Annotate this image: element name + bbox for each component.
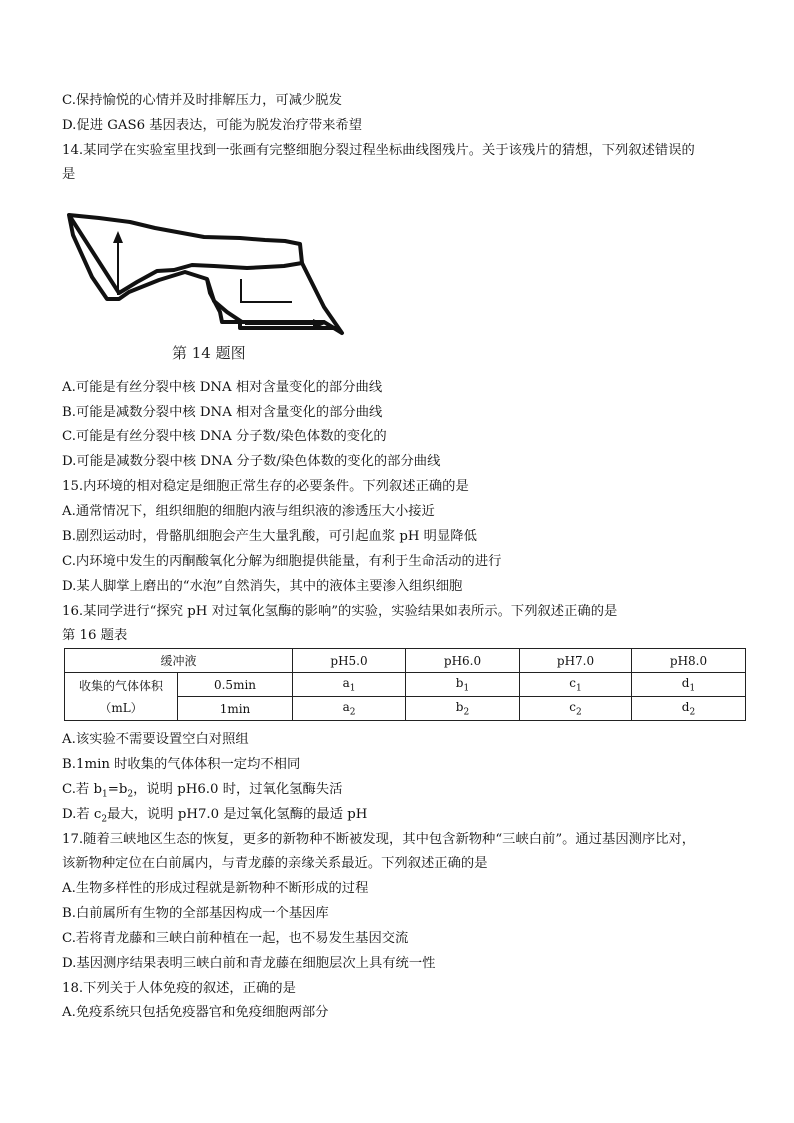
table-cell: $b_2$: [406, 697, 520, 721]
header-buffer: 缓冲液: [65, 649, 293, 673]
q18-option-a: A.免疫系统只包括免疫器官和免疫细胞两部分: [62, 1005, 329, 1020]
q15-stem: 15.内环境的相对稳定是细胞正常生存的必要条件。下列叙述正确的是: [62, 479, 469, 494]
q18-stem: 18.下列关于人体免疫的叙述，正确的是: [62, 981, 296, 996]
q16-option-d: D.若 $c_2$最大，说明 pH7.0 是过氧化氢酶的最适 pH: [62, 807, 368, 825]
q15-option-a: A.通常情况下，组织细胞的细胞内液与组织液的渗透压大小接近: [62, 504, 435, 519]
table-cell: $c_1$: [520, 673, 632, 697]
q15-option-b: B.剧烈运动时，骨骼肌细胞会产生大量乳酸，可引起血浆 pH 明显降低: [62, 529, 477, 544]
header-ph: pH5.0: [293, 649, 406, 673]
q15-option-d: D.某人脚掌上磨出的“水泡”自然消失，其中的液体主要渗入组织细胞: [62, 579, 463, 594]
row-label-line2: （mL）: [99, 700, 143, 715]
fragment-outline: [69, 215, 342, 333]
table-cell: $c_2$: [520, 697, 632, 721]
q13-option-c: C.保持愉悦的心情并及时排解压力，可减少脱发: [62, 93, 342, 108]
table-cell: $a_1$: [293, 673, 406, 697]
q14-stem-line2: 是: [62, 167, 76, 182]
header-ph: pH8.0: [632, 649, 746, 673]
q16-option-a: A.该实验不需要设置空白对照组: [62, 732, 249, 747]
q17-option-b: B.白前属所有生物的全部基因构成一个基因库: [62, 906, 329, 921]
q13-option-d: D.促进 GAS6 基因表达，可能为脱发治疗带来希望: [62, 118, 363, 133]
row-label-line1: 收集的气体体积: [78, 678, 163, 693]
time-cell: 1min: [178, 697, 293, 721]
q15-option-c: C.内环境中发生的丙酮酸氧化分解为细胞提供能量，有利于生命活动的进行: [62, 554, 502, 569]
fragment-outline-left: [69, 215, 302, 263]
q14-option-a: A.可能是有丝分裂中核 DNA 相对含量变化的部分曲线: [62, 380, 383, 395]
y-arrowhead: [113, 231, 123, 243]
table-cell: $d_2$: [632, 697, 746, 721]
time-cell: 0.5min: [178, 673, 293, 697]
q16-option-c: C.若 $b_1=b_2$，说明 pH6.0 时，过氧化氢酶失活: [62, 782, 343, 800]
q17-option-c: C.若将青龙藤和三峡白前种植在一起，也不易发生基因交流: [62, 931, 409, 946]
q16-option-b: B.1min 时收集的气体体积一定均不相同: [62, 757, 301, 772]
header-ph: pH7.0: [520, 649, 632, 673]
q17-option-d: D.基因测序结果表明三峡白前和青龙藤在细胞层次上具有统一性: [62, 956, 436, 971]
table-cell: $b_1$: [406, 673, 520, 697]
table-row: [65, 673, 746, 697]
data-curve: [241, 279, 292, 302]
header-ph: pH6.0: [406, 649, 520, 673]
row-label: [65, 673, 178, 721]
q16-stem: 16.某同学进行“探究 pH 对过氧化氢酶的影响”的实验，实验结果如表所示。下列叙述正确的是: [62, 604, 618, 619]
table-header-row: [65, 649, 746, 673]
q16-table: [64, 648, 746, 721]
q14-option-c: C.可能是有丝分裂中核 DNA 分子数/染色体数的变化的: [62, 429, 387, 444]
table-cell: $d_1$: [632, 673, 746, 697]
figure-14-caption: 第 14 题图: [172, 344, 246, 362]
q14-option-d: D.可能是减数分裂中核 DNA 分子数/染色体数的变化的部分曲线: [62, 454, 441, 469]
q14-option-b: B.可能是减数分裂中核 DNA 相对含量变化的部分曲线: [62, 405, 383, 420]
table-cell: $a_2$: [293, 697, 406, 721]
q16-table-caption: 第 16 题表: [62, 628, 128, 643]
q17-stem-line1: 17.随着三峡地区生态的恢复，更多的新物种不断被发现，其中包含新物种“三峡白前”。通过基因测序比对，: [62, 832, 696, 847]
q17-option-a: A.生物多样性的形成过程就是新物种不断形成的过程: [62, 881, 369, 896]
q17-stem-line2: 该新物种定位在白前属内，与青龙藤的亲缘关系最近。下列叙述正确的是: [62, 856, 488, 871]
q14-stem-line1: 14.某同学在实验室里找到一张画有完整细胞分裂过程坐标曲线图残片。关于该残片的猜想，下列叙述错误的: [62, 143, 695, 158]
